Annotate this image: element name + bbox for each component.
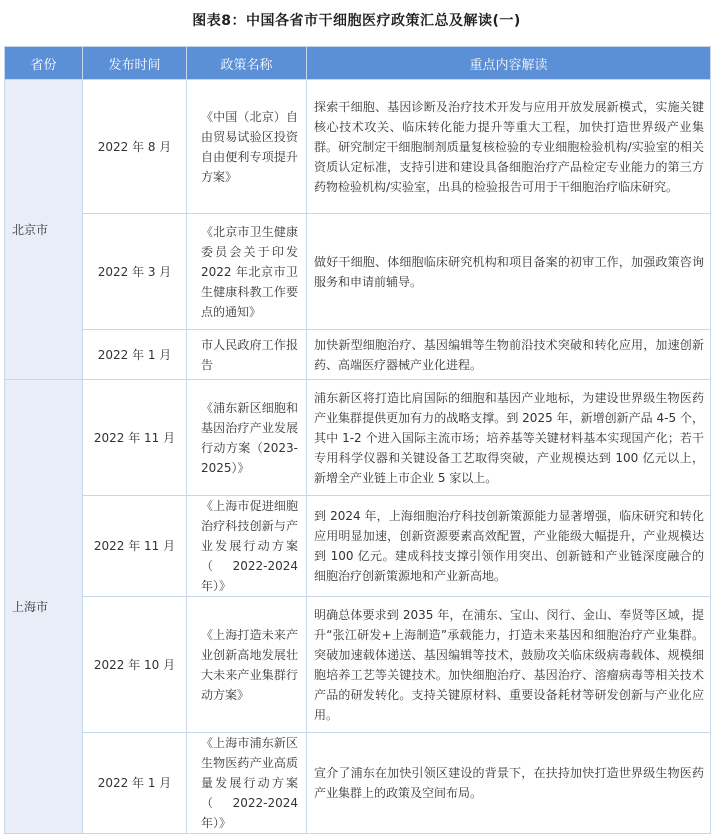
key-content-cell: 浦东新区将打造比肩国际的细胞和基因产业地标，为建设世界级生物医药产业集群提供更加有力的战略支撑。到 2025 年，新增创新产品 4-5 个，其中 1-2 个进入国际主流市场；培养基等关键材料基本实现国产化；若干专用科学仪器和关键设备工艺取得突破，产业规模达到 100 亿元以上，新增全产业链上市企业 5 家以上。 [307, 380, 711, 496]
column-header-policy-name: 政策名称 [187, 47, 307, 80]
table-row [5, 597, 711, 733]
policy-name-cell: 《中国（北京）自由贸易试验区投资自由便利专项提升方案》 [187, 80, 307, 214]
table-row [5, 733, 711, 834]
province-cell: 上海市 [5, 380, 83, 834]
column-header-date: 发布时间 [83, 47, 187, 80]
policy-table [4, 46, 711, 834]
key-content-cell: 加快新型细胞治疗、基因编辑等生物前沿技术突破和转化应用，加速创新药、高端医疗器械产业化进程。 [307, 330, 711, 380]
policy-name-cell: 市人民政府工作报告 [187, 330, 307, 380]
policy-name-cell: 《上海市促进细胞治疗科技创新与产业发展行动方案（2022-2024 年）》 [187, 496, 307, 597]
table-row [5, 330, 711, 380]
column-header-key-content: 重点内容解读 [307, 47, 711, 80]
key-content-cell: 到 2024 年，上海细胞治疗科技创新策源能力显著增强，临床研究和转化应用明显加速，创新资源要素高效配置，产业能级大幅提升，产业规模达到 100 亿元。建成科技支撑引领作用突出、创新链和产业链深度融合的细胞治疗创新策源地和产业新高地。 [307, 496, 711, 597]
policy-name-cell: 《北京市卫生健康委员会关于印发 2022 年北京市卫生健康科教工作要点的通知》 [187, 214, 307, 330]
date-cell: 2022 年 1 月 [83, 733, 187, 834]
table-row [5, 380, 711, 496]
page-title: 图表8：中国各省市干细胞医疗政策汇总及解读(一) [192, 13, 521, 29]
province-cell: 北京市 [5, 80, 83, 380]
date-cell: 2022 年 3 月 [83, 214, 187, 330]
key-content-cell: 宣介了浦东在加快引领区建设的背景下，在扶持加快打造世界级生物医药产业集群上的政策及空间布局。 [307, 733, 711, 834]
key-content-cell: 明确总体要求到 2035 年，在浦东、宝山、闵行、金山、奉贤等区域，提升“张江研发+上海制造”承载能力，打造未来基因和细胞治疗产业集群。突破加速载体递送、基因编辑等技术，鼓励攻关临床级病毒载体、规模细胞培养工艺等关键技术。加快细胞治疗、基因治疗、溶瘤病毒等相关技术产品的研发转化。支持关键原材料、重要设备耗材等研发创新与产业化应用。 [307, 597, 711, 733]
table-row [5, 80, 711, 214]
table-header-row [5, 47, 711, 80]
date-cell: 2022 年 8 月 [83, 80, 187, 214]
column-header-province: 省份 [5, 47, 83, 80]
date-cell: 2022 年 10 月 [83, 597, 187, 733]
key-content-cell: 做好干细胞、体细胞临床研究机构和项目备案的初审工作，加强政策咨询服务和申请前辅导。 [307, 214, 711, 330]
key-content-cell: 探索干细胞、基因诊断及治疗技术开发与应用开放发展新模式，实施关键核心技术攻关、临床转化能力提升等重大工程，加快打造世界级产业集群。研究制定干细胞制剂质量复核检验的专业细胞检验机构/实验室的相关资质认定标准，支持引进和建设具备细胞治疗产品检定专业能力的第三方药物检验机构/实验室，出具的检验报告可用于干细胞治疗临床研究。 [307, 80, 711, 214]
date-cell: 2022 年 1 月 [83, 330, 187, 380]
date-cell: 2022 年 11 月 [83, 380, 187, 496]
policy-name-cell: 《上海打造未来产业创新高地发展壮大未来产业集群行动方案》 [187, 597, 307, 733]
policy-name-cell: 《上海市浦东新区生物医药产业高质量发展行动方案（2022-2024 年）》 [187, 733, 307, 834]
date-cell: 2022 年 11 月 [83, 496, 187, 597]
table-row [5, 214, 711, 330]
policy-name-cell: 《浦东新区细胞和基因治疗产业发展行动方案（2023-2025）》 [187, 380, 307, 496]
table-row [5, 496, 711, 597]
